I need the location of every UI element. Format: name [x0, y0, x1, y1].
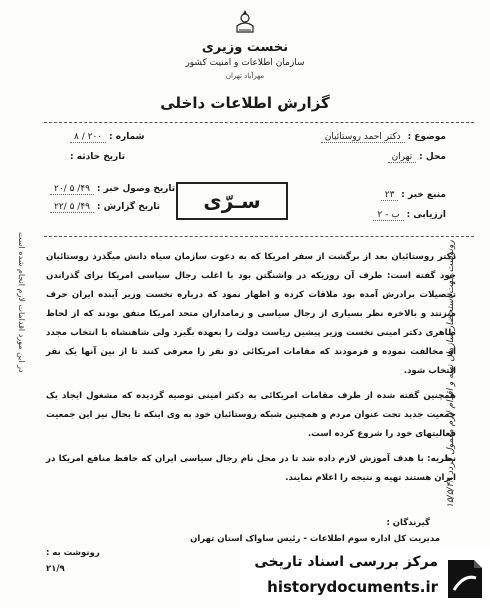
archive-logo-icon — [444, 556, 486, 602]
report-title: گزارش اطلاعات داخلی — [160, 94, 330, 112]
body-paragraph: همچنین گفته شده از طرف مقامات امریکائی به دکتر امینی توصیه گردیده که مشغول ایجاد یک جمعیت جدید تحت عنوان مردم و همچنین شبکه روستائیان خود به وی اینکه تا بحال نیز این جمعیت فعالیتهای خود را شروع کرده است. — [46, 391, 456, 439]
evaluation-field: ارزیابی : ب - ۲ — [373, 210, 446, 220]
event-date-field: تاریخ حادثه : — [70, 152, 125, 162]
cc-label: رونوشت به : — [46, 548, 100, 558]
source-field: منبع خبر : ۲۳ — [381, 190, 446, 200]
divider — [44, 236, 474, 237]
report-body — [46, 248, 456, 494]
recipients-label: گیرندگان : — [386, 518, 430, 528]
report-date-field: تاریخ گزارش : ۴۹/ ۵ /۲۲ — [50, 202, 160, 212]
subject-field: موضوع : دکتر احمد روستائیان — [321, 132, 446, 142]
handwritten-left-note: در این مورد اقدامات لازم انجام شده است — [17, 232, 26, 373]
lion-sun-emblem-icon — [232, 8, 258, 36]
banner-url[interactable]: historydocuments.ir — [267, 578, 438, 596]
place-field: محل : تهران — [388, 152, 446, 162]
banner-title: مرکز بررسی اسناد تاریخی — [254, 554, 438, 570]
body-paragraph: دکتر روستائیان بعد از برگشت از سفر امریکا که به دعوت سازمان سیاه دانش میگذرد روستائیان خود گفته است: طرف آن روزیکه در واشنگتن بود با اغلب رجال سیاسی امریکا برای گذراندن تحصیلات برادرش آمده بود ملاقات کرده و اظهار نمود که درباره نخست وزیر آینده ایران حرف میزنند و بالاخره نظر بسیاری از رجال سیاسی و زمامداران متحد امریکا متفق بودند که از لحاظ ظاهری دکتر امینی نخست وزیر پیشین ریاست دولت را بعهده بگیرد ولی شاهنشاه با انتخاب مجدد او مخالفت نموده و فرمودند که مقامات امریکائی دو نفر را معرفی کنند تا از بین آنها یک نفر انتخاب شود. — [46, 252, 456, 376]
organization-name: سازمان اطلاعات و امنیت کشور — [185, 58, 305, 68]
ministry-name: نخست وزیری — [201, 40, 289, 55]
department-name: مهرآباد تهران — [225, 72, 265, 80]
divider — [44, 122, 474, 123]
watermark-banner — [240, 548, 490, 608]
copy-line: مدیریت کل اداره سوم اطلاعات - رئیس ساواک استان تهران — [190, 534, 440, 544]
page-number: ۲۱/۹ — [46, 564, 65, 574]
receive-date-field: تاریخ وصول خبر : ۴۹/ ۵ /۲۰ — [50, 184, 175, 194]
body-paragraph: نظریه: با هدف آموزش لازم داده شد تا در محل نام رجال سیاسی ایران که حافظ منافع امریکا در ایران هستند تهیه و نتیجه را اعلام نمایند. — [46, 454, 456, 483]
handwritten-margin-note: رونوشت جهت استحضار سازمان تهیه و اقدام لازم معمول گردد ۱۵/۵/۴۹ — [446, 240, 456, 508]
number-field: شماره : ۲۰۰ / ۸ — [70, 132, 145, 142]
classification-stamp: سـرّی — [176, 182, 288, 220]
